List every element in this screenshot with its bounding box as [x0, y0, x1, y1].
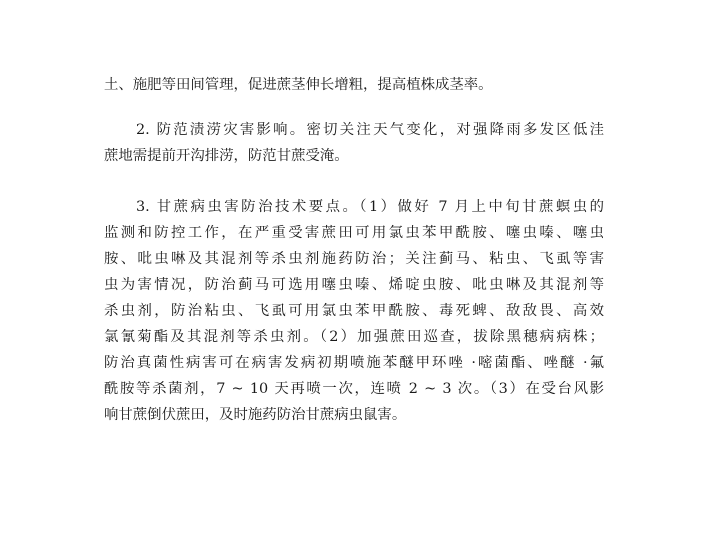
paragraph-line: 土、施肥等田间管理，促进蔗茎伸长增粗，提高植株成茎率。 — [104, 77, 493, 93]
paragraph-line: 虫为害情况，防治蓟马可选用噻虫嗪、烯啶虫胺、吡虫啉及其混剂等 — [104, 277, 604, 293]
paragraph-line: 监测和防控工作，在严重受害蔗田可用氯虫苯甲酰胺、噻虫嗪、噻虫 — [104, 225, 604, 241]
paragraph-line: 响甘蔗倒伏蔗田，及时施药防治甘蔗病虫鼠害。 — [104, 407, 407, 423]
paragraph-line: 胺、吡虫啉及其混剂等杀虫剂施药防治；关注蓟马、粘虫、飞虱等害 — [104, 251, 604, 267]
paragraph-field-management — [104, 72, 604, 98]
paragraph-line: 酰胺等杀菌剂，7 ~ 10 天再喷一次，连喷 2 ~ 3 次。（3）在受台风影 — [104, 381, 604, 397]
paragraph-line: 2. 防范渍涝灾害影响。密切关注天气变化，对强降雨多发区低洼 — [136, 122, 604, 138]
paragraph-waterlogging-prevention — [104, 117, 604, 169]
paragraph-line: 蔗地需提前开沟排涝，防范甘蔗受淹。 — [104, 148, 349, 164]
paragraph-line: 氯氰菊酯及其混剂等杀虫剂。（2）加强蔗田巡查，拔除黑穗病病株； — [104, 329, 604, 345]
paragraph-pest-control — [104, 194, 604, 428]
paragraph-line: 防治真菌性病害可在病害发病初期喷施苯醚甲环唑 ·嘧菌酯、唑醚 ·氟 — [104, 355, 604, 371]
paragraph-line: 杀虫剂，防治粘虫、飞虱可用氯虫苯甲酰胺、毒死蜱、敌敌畏、高效 — [104, 303, 604, 319]
paragraph-line: 3. 甘蔗病虫害防治技术要点。（1）做好 7 月上中旬甘蔗螟虫的 — [136, 199, 604, 215]
